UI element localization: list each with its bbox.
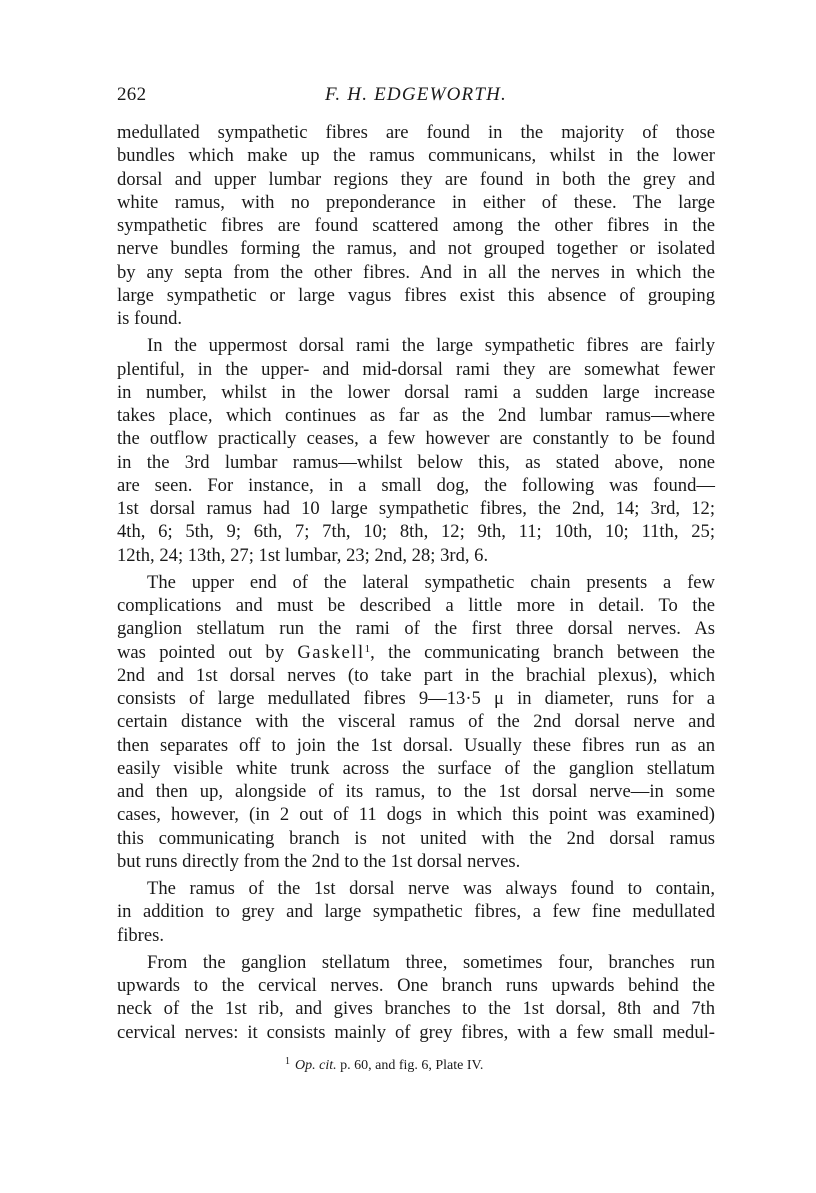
paragraph-4 — [117, 877, 715, 947]
text-line: large sympathetic or large vagus fibres exist this absence of grouping — [117, 284, 715, 306]
page-header — [117, 84, 715, 110]
text-line: In the uppermost dorsal rami the large sympathetic fibres are fairly — [147, 335, 715, 357]
text-line: certain distance with the visceral ramus of the 2nd dorsal nerve and — [117, 711, 715, 733]
footnote-reference[interactable]: 1 — [364, 642, 371, 655]
text-line: ganglion stellatum run the rami of the first three dorsal nerves. As — [117, 618, 715, 640]
text-line: fibres. — [117, 924, 164, 946]
text-line: but runs directly from the 2nd to the 1st dorsal nerves. — [117, 850, 521, 872]
paragraph-5 — [117, 951, 715, 1044]
body-text — [117, 121, 715, 1048]
paragraph-1 — [117, 121, 715, 330]
footnote-text: p. 60, and fig. 6, Plate IV. — [336, 1058, 484, 1073]
text-line: consists of large medullated fibres 9—13·5 μ in diameter, runs for a — [117, 688, 715, 709]
text-fragment: was pointed out by — [117, 641, 284, 663]
text-line: cervical nerves: it consists mainly of grey fibres, with a few small medul- — [117, 1021, 715, 1043]
footnote-mark: 1 — [285, 1056, 290, 1067]
paragraph-3 — [117, 571, 715, 873]
text-line: dorsal and upper lumbar regions they are found in both the grey and — [117, 168, 715, 190]
text-line: then separates off to join the 1st dorsal. Usually these fibres run as an — [117, 734, 715, 756]
text-line: are seen. For instance, in a small dog, the following was found— — [117, 474, 715, 496]
text-line: sympathetic fibres are found scattered among the other fibres in the — [117, 215, 715, 236]
footnote-citation: Op. cit. — [295, 1058, 337, 1073]
text-line: 1st dorsal ramus had 10 large sympathetic fibres, the 2nd, 14; 3rd, 12; — [117, 498, 715, 519]
text-line: 4th, 6; 5th, 9; 6th, 7; 7th, 10; 8th, 12; 9th, 11; 10th, 10; 11th, 25; — [117, 521, 715, 543]
text-line: upwards to the cervical nerves. One branch runs upwards behind the — [117, 975, 715, 996]
text-line: bundles which make up the ramus communicans, whilst in the lower — [117, 145, 715, 167]
text-line: by any septa from the other fibres. And in all the nerves in which the — [117, 261, 715, 283]
text-line: nerve bundles forming the ramus, and not grouped together or isolated — [117, 238, 715, 260]
text-fragment: , the communicating branch between the — [370, 641, 715, 663]
footnote — [285, 1056, 483, 1074]
text-line: 12th, 24; 13th, 27; 1st lumbar, 23; 2nd, 28; 3rd, 6. — [117, 544, 489, 566]
text-line: The ramus of the 1st dorsal nerve was always found to contain, — [147, 878, 715, 899]
paragraph-2 — [117, 334, 715, 567]
text-line-with-reference — [117, 641, 715, 664]
text-line: the outflow practically ceases, a few however are constantly to be found — [117, 428, 715, 450]
text-line: complications and must be described a little more in detail. To the — [117, 595, 715, 616]
text-line: 2nd and 1st dorsal nerves (to take part in the brachial plexus), which — [117, 664, 715, 686]
text-line: in number, whilst in the lower dorsal rami a sudden large increase — [117, 381, 715, 403]
text-line: neck of the 1st rib, and gives branches to the 1st dorsal, 8th and 7th — [117, 998, 715, 1020]
text-line: plentiful, in the upper- and mid-dorsal rami they are somewhat fewer — [117, 358, 715, 380]
text-line: From the ganglion stellatum three, sometimes four, branches run — [147, 951, 715, 973]
text-line: medullated sympathetic fibres are found in the majority of those — [117, 122, 715, 143]
running-head-author: F. H. EDGEWORTH. — [325, 84, 507, 105]
page-number: 262 — [117, 84, 147, 105]
text-line: in the 3rd lumbar ramus—whilst below this, as stated above, none — [117, 451, 715, 473]
cited-author: Gaskell — [297, 641, 365, 663]
text-line: white ramus, with no preponderance in either of these. The large — [117, 191, 715, 213]
text-line: this communicating branch is not united with the 2nd dorsal ramus — [117, 827, 715, 849]
text-line: The upper end of the lateral sympathetic chain presents a few — [147, 571, 715, 593]
text-line: takes place, which continues as far as the 2nd lumbar ramus—where — [117, 405, 715, 426]
text-line: and then up, alongside of its ramus, to the 1st dorsal nerve—in some — [117, 781, 715, 802]
text-line: easily visible white trunk across the surface of the ganglion stellatum — [117, 757, 715, 779]
text-line: cases, however, (in 2 out of 11 dogs in which this point was examined) — [117, 804, 715, 826]
text-line: is found. — [117, 308, 183, 329]
text-line: in addition to grey and large sympathetic fibres, a few fine medullated — [117, 901, 715, 923]
